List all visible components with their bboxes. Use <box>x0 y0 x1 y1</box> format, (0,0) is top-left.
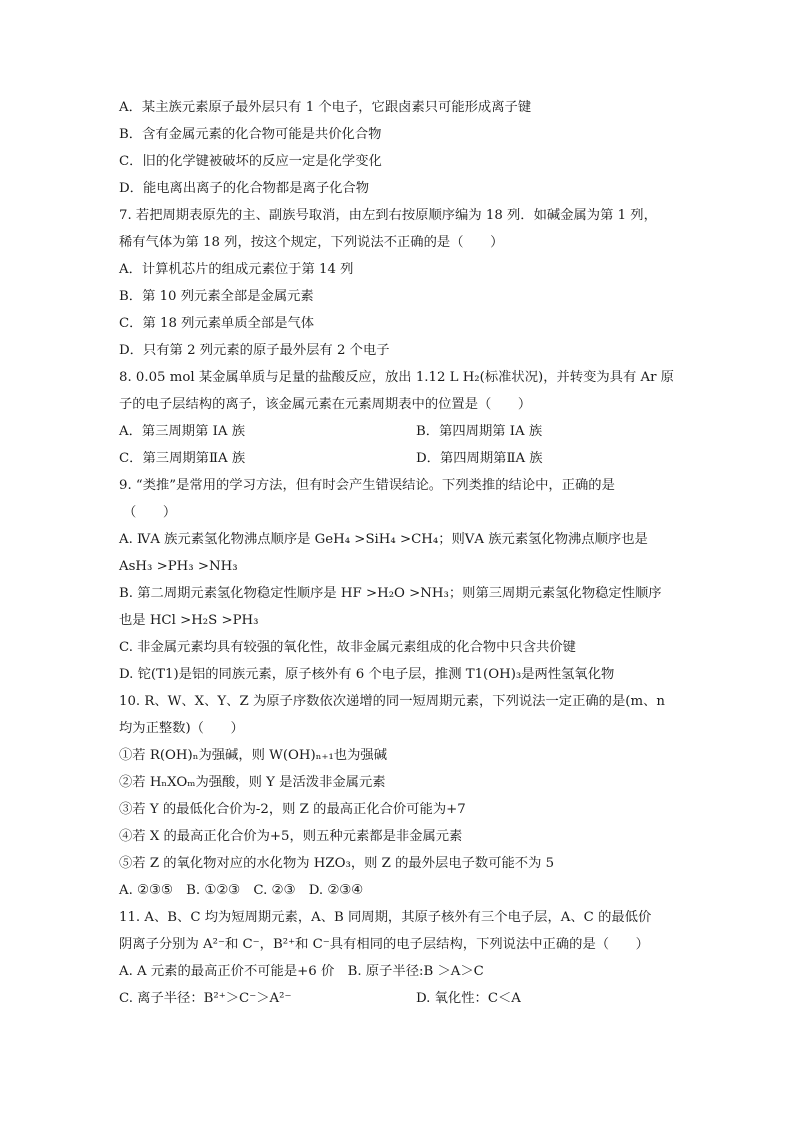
q11-options-cd <box>119 985 679 1012</box>
q10-stem-line2: 均为正整数)（ ） <box>119 721 244 736</box>
q10-statement-2: ②若 HₙXOₘ为强酸，则 Y 是活泼非金属元素 <box>119 775 386 790</box>
q8-option-b: B．第四周期第 IA 族 <box>416 424 543 439</box>
q11-option-d: D. 氧化性：C＜A <box>416 991 521 1006</box>
q10-statement-3: ③若 Y 的最低化合价为-2，则 Z 的最高正化合价可能为+7 <box>119 802 466 817</box>
q9-stem-line2: （ ） <box>123 505 177 520</box>
q8-stem-line1: 8. 0.05 mol 某金属单质与足量的盐酸反应，放出 1.12 L H₂(标准状况)，并转变为具有 Ar 原 <box>119 370 674 385</box>
q11-stem-line2: 阴离子分别为 A²⁻和 C⁻，B²⁺和 C⁻具有相同的电子层结构，下列说法中正确的是（ ） <box>119 937 649 952</box>
q8-options-row2 <box>119 445 679 472</box>
q9-option-b-line1: B. 第二周期元素氢化物稳定性顺序是 HF >H₂O >NH₃；则第三周期元素氢化物稳定性顺序 <box>119 586 662 601</box>
q9-option-c: C. 非金属元素均具有较强的氧化性，故非金属元素组成的化合物中只含共价键 <box>119 640 576 655</box>
q8-option-d: D．第四周期第ⅡA 族 <box>416 451 543 466</box>
q6-option-c: C．旧的化学键被破坏的反应一定是化学变化 <box>119 154 382 169</box>
q11-stem-line1: 11. A、B、C 均为短周期元素，A、B 同周期，其原子核外有三个电子层，A、C 的最低价 <box>119 910 652 925</box>
q6-option-d: D．能电离出离子的化合物都是离子化合物 <box>119 181 370 196</box>
q8-option-c: C．第三周期第ⅡA 族 <box>119 451 246 466</box>
q9-stem-line1: 9. “类推”是常用的学习方法，但有时会产生错误结论。下列类推的结论中，正确的是 <box>119 478 615 493</box>
q7-option-b: B．第 10 列元素全部是金属元素 <box>119 289 314 304</box>
q9-option-a-line1: A. ⅣA 族元素氢化物沸点顺序是 GeH₄ >SiH₄ >CH₄；则ⅤA 族元素氢化物沸点顺序也是 <box>119 532 648 547</box>
q10-options: A. ②③⑤ B. ①②③ C. ②③ D. ②③④ <box>119 883 364 898</box>
q7-stem-line2: 稀有气体为第 18 列，按这个规定，下列说法不正确的是（ ） <box>119 235 504 250</box>
q7-option-a: A．计算机芯片的组成元素位于第 14 列 <box>119 262 354 277</box>
q11-option-c: C. 离子半径：B²⁺＞C⁻＞A²⁻ <box>119 991 292 1006</box>
q7-option-c: C．第 18 列元素单质全部是气体 <box>119 316 315 331</box>
q6-option-a: A．某主族元素原子最外层只有 1 个电子，它跟卤素只可能形成离子键 <box>119 100 532 115</box>
q11-options-ab: A. A 元素的最高正价不可能是+6 价 B. 原子半径:B ＞A＞C <box>119 964 484 979</box>
q7-stem-line1: 7. 若把周期表原先的主、副族号取消，由左到右按原顺序编为 18 列．如碱金属为第 1 列， <box>119 208 657 223</box>
q9-option-a-line2: AsH₃ >PH₃ >NH₃ <box>119 559 238 574</box>
q6-option-b: B．含有金属元素的化合物可能是共价化合物 <box>119 127 382 142</box>
q10-stem-line1: 10. R、W、X、Y、Z 为原子序数依次递增的同一短周期元素，下列说法一定正确的是(m、n <box>119 694 665 709</box>
q10-statement-1: ①若 R(OH)ₙ为强碱，则 W(OH)ₙ₊₁也为强碱 <box>119 748 387 763</box>
exam-page <box>119 94 679 1012</box>
q9-option-b-line2: 也是 HCl >H₂S >PH₃ <box>119 613 259 628</box>
q10-statement-4: ④若 X 的最高正化合价为+5，则五种元素都是非金属元素 <box>119 829 463 844</box>
q7-option-d: D．只有第 2 列元素的原子最外层有 2 个电子 <box>119 343 390 358</box>
q8-options-row1 <box>119 418 679 445</box>
q10-statement-5: ⑤若 Z 的氧化物对应的水化物为 HZO₃，则 Z 的最外层电子数可能不为 5 <box>119 856 555 871</box>
q9-option-d: D. 铊(T1)是铝的同族元素，原子核外有 6 个电子层，推测 T1(OH)₃是两性氢氧化物 <box>119 667 615 682</box>
q8-option-a: A．第三周期第 IA 族 <box>119 424 245 439</box>
q8-stem-line2: 子的电子层结构的离子，该金属元素在元素周期表中的位置是（ ） <box>119 397 532 412</box>
